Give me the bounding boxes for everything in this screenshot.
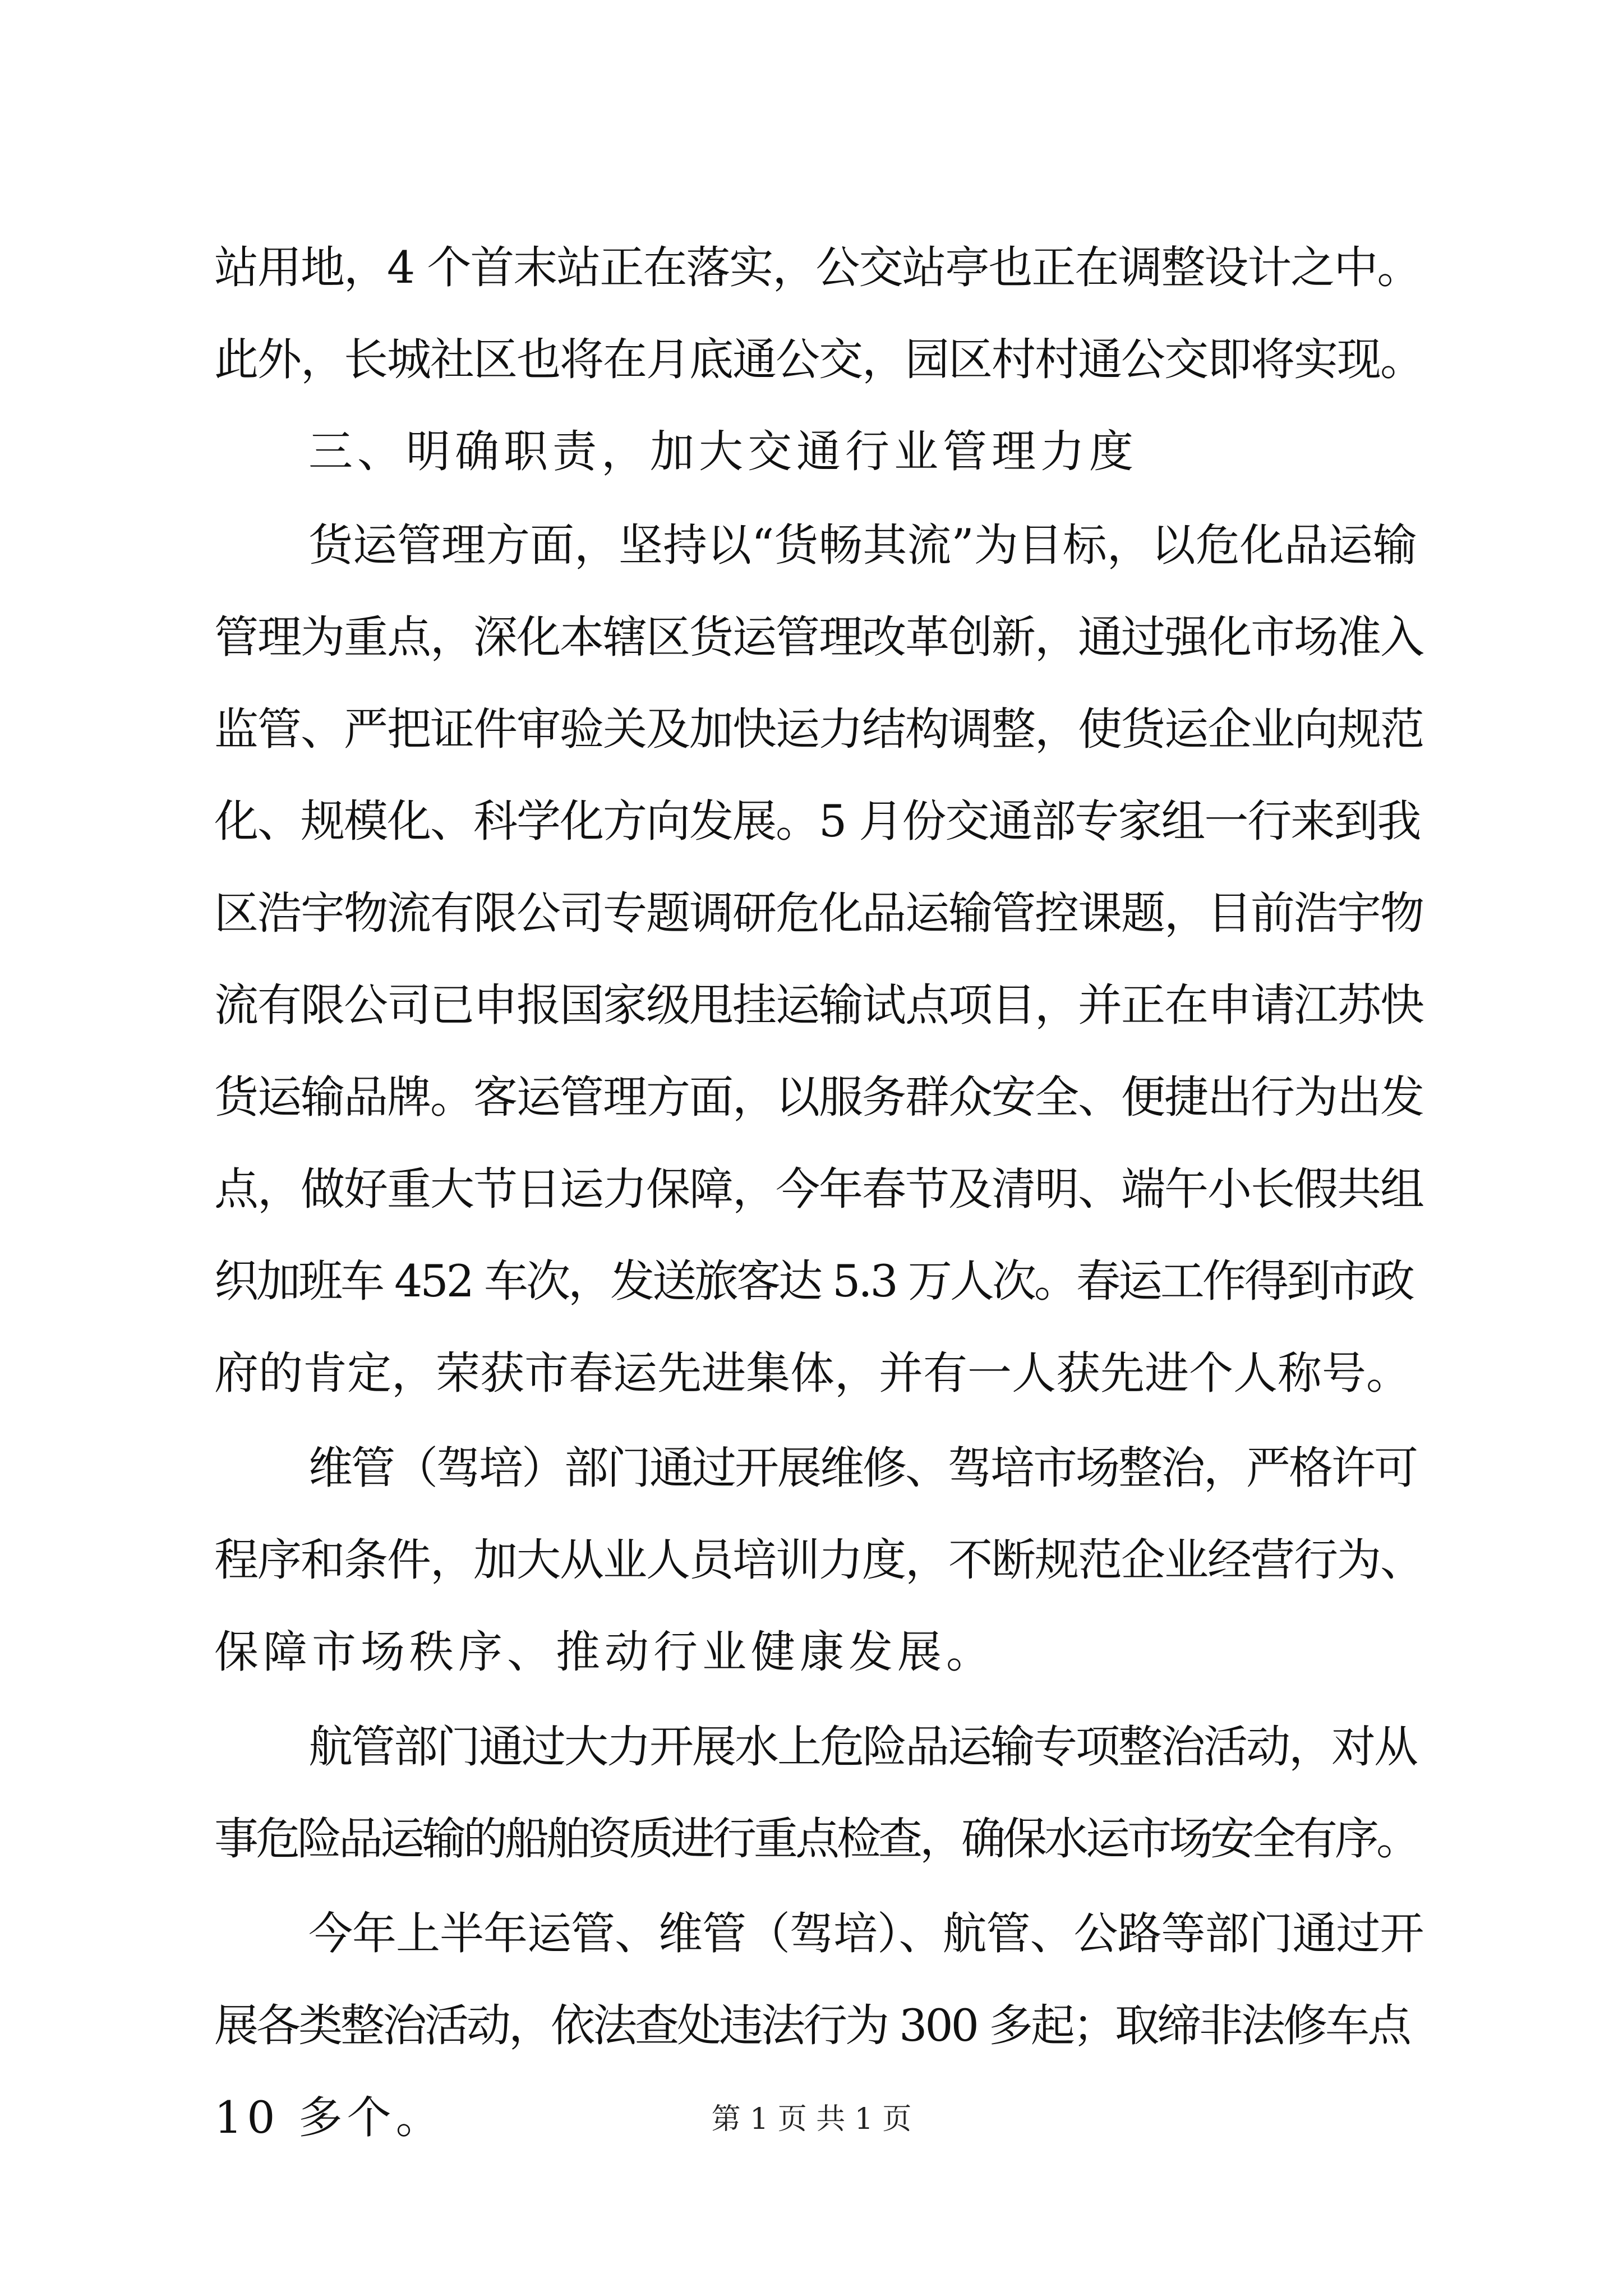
text-line: 点，做好重大节日运力保障，今年春节及清明、端午小长假共组	[214, 1163, 1423, 1215]
text-line: 府的肯定，荣获市春运先进集体，并有一人获先进个人称号。	[214, 1347, 1410, 1399]
text-line: 货运输品牌。客运管理方面，以服务群众安全、便捷出行为出发	[214, 1071, 1423, 1123]
text-line: 事危险品运输的船舶资质进行重点检查，确保水运市场安全有序。	[214, 1813, 1418, 1865]
text-line: 此外，长城社区也将在月底通公交，园区村村通公交即将实现。	[214, 334, 1423, 385]
text-line: 保障市场秩序、推动行业健康发展。	[214, 1626, 995, 1678]
text-line: 监管、严把证件审验关及加快运力结构调整，使货运企业向规范	[214, 703, 1423, 755]
text-line: 今年上半年运管、维管（驾培）、航管、公路等部门通过开	[308, 1908, 1424, 1959]
text-line: 管理为重点，深化本辖区货运管理改革创新，通过强化市场准入	[214, 611, 1423, 663]
page-footer: 第 1 页 共 1 页	[711, 2102, 912, 2136]
text-line: 织加班车 452 车次，发送旅客达 5.3 万人次。春运工作得到市政	[214, 1255, 1413, 1307]
text-line: 站用地，4 个首末站正在落实，公交站亭也正在调整设计之中。	[214, 242, 1421, 293]
text-line: 货运管理方面，坚持以“货畅其流”为目标，以危化品运输	[308, 519, 1417, 571]
text-line: 化、规模化、科学化方向发展。5 月份交通部专家组一行来到我	[214, 795, 1421, 847]
text-line: 维管（驾培）部门通过开展维修、驾培市场整治，严格许可	[308, 1442, 1417, 1494]
text-line: 流有限公司已申报国家级甩挂运输试点项目，并正在申请江苏快	[214, 979, 1423, 1031]
text-line: 10 多个。	[214, 2092, 445, 2143]
text-line: 程序和条件，加大从业人员培训力度，不断规范企业经营行为、	[214, 1534, 1423, 1586]
text-line: 航管部门通过大力开展水上危险品运输专项整治活动，对从	[308, 1721, 1417, 1773]
section-heading: 三、明确职责，加大交通行业管理力度	[308, 426, 1138, 477]
text-line: 区浩宇物流有限公司专题调研危化品运输管控课题，目前浩宇物	[214, 887, 1423, 939]
text-line: 展各类整治活动，依法查处违法行为 300 多起；取缔非法修车点	[214, 2000, 1410, 2051]
